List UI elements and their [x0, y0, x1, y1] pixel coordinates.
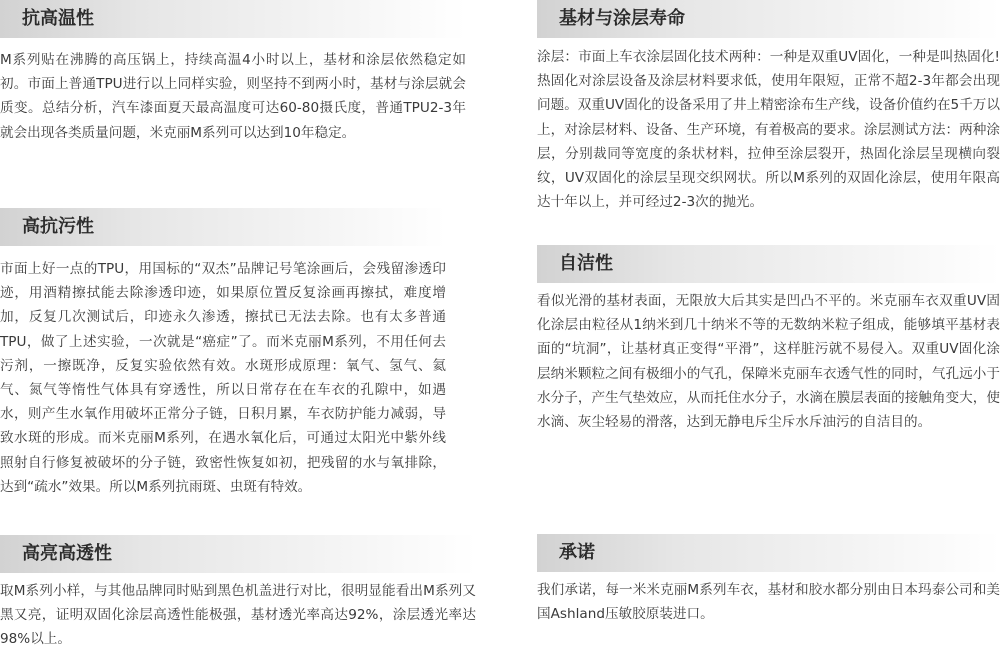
section-material-lifespan — [537, 0, 1000, 220]
section-text: 市面上好一点的TPU，用国标的“双杰”品牌记号笔涂画后，会残留渗透印迹，用酒精擦拭能去除渗透印迹，如果原位置反复涂画再擦拭，难度增加，反复几次测试后，印迹永久渗透，擦拭已无法去除。也有太多普通TPU，做了上述实验，一次就是“癌症”了。而米克丽M系列，不用任何去污剂，一擦既净，反复实验依然有效。水斑形成原理：氧气、氢气、氦气、氮气等惰性气体具有穿透性，所以日常存在在车衣的孔隙中，如遇水，则产生水氧作用破坏正常分子链，日积月累，车衣防护能力减弱，导致水斑的形成。而米克丽M系列，在遇水氧化后，可通过太阳光中紫外线照射自行修复被破坏的分子链，致密性恢复如初，把残留的水与氧排除，达到“疏水”效果。所以M系列抗雨斑、虫斑有特效。 — [0, 261, 446, 495]
section-header — [0, 535, 476, 573]
section-header — [537, 245, 1000, 283]
section-text: M系列贴在沸腾的高压锅上，持续高温4小时以上，基材和涂层依然稳定如初。市面上普通TPU进行以上同样实验，则坚持不到两小时，基材与涂层就会质变。总结分析，汽车漆面夏天最高温度可达60-80摄氏度，普通TPU2-3年就会出现各类质量问题，米克丽M系列可以达到10年稳定。 — [0, 52, 466, 141]
section-header — [537, 534, 1000, 572]
section-title: 承诺 — [559, 542, 595, 563]
section-gloss-transparency — [0, 535, 476, 647]
section-title: 抗高温性 — [22, 8, 94, 29]
section-text: 我们承诺，每一米米克丽M系列车衣，基材和胶水都分别由日本玛泰公司和美国Ashland压敏胶原装进口。 — [537, 582, 1000, 623]
section-title: 高抗污性 — [22, 216, 94, 237]
section-title: 高亮高透性 — [22, 543, 112, 564]
section-header — [0, 0, 466, 38]
section-title: 基材与涂层寿命 — [559, 8, 685, 29]
section-text: 取M系列小样，与其他品牌同时贴到黑色机盖进行对比，很明显能看出M系列又黑又亮，证明双固化涂层高透性能极强，基材透光率高达92%，涂层透光率达98%以上。 — [0, 583, 476, 648]
section-header — [0, 208, 446, 246]
section-commitment — [537, 534, 1000, 634]
section-title: 自洁性 — [559, 253, 613, 274]
section-text: 看似光滑的基材表面，无限放大后其实是凹凸不平的。米克丽车衣双重UV固化涂层由粒径从1纳米到几十纳米不等的无数纳米粒子组成，能够填平基材表面的“坑洞”，让基材真正变得“平滑”，这样脏污就不易侵入。双重UV固化涂层纳米颗粒之间有极细小的气孔，保障米克丽车衣透气性的同时，气孔远小于水分子，产生气垫效应，从而托住水分子，水滴在膜层表面的接触角变大，使水滴、灰尘轻易的滑落，达到无静电斥尘斥水斥油污的自洁目的。 — [537, 293, 1000, 431]
section-header — [537, 0, 1000, 38]
section-heat-resistance — [0, 0, 466, 170]
section-text: 涂层：市面上车衣涂层固化技术两种：一种是双重UV固化，一种是叫热固化!热固化对涂层设备及涂层材料要求低，使用年限短，正常不超2-3年都会出现问题。双重UV固化的设备采用了井上精密涂布生产线，设备价值约在5千万以上，对涂层材料、设备、生产环境，有着极高的要求。涂层测试方法：两种涂层，分别裁同等宽度的条状材料，拉伸至涂层裂开，热固化涂层呈现横向裂纹，UV双固化的涂层呈现交织网状。所以M系列的双固化涂层，使用年限高达十年以上，并可经过2-3次的抛光。 — [537, 49, 1000, 211]
section-stain-resistance — [0, 208, 446, 498]
section-self-cleaning — [537, 245, 1000, 475]
